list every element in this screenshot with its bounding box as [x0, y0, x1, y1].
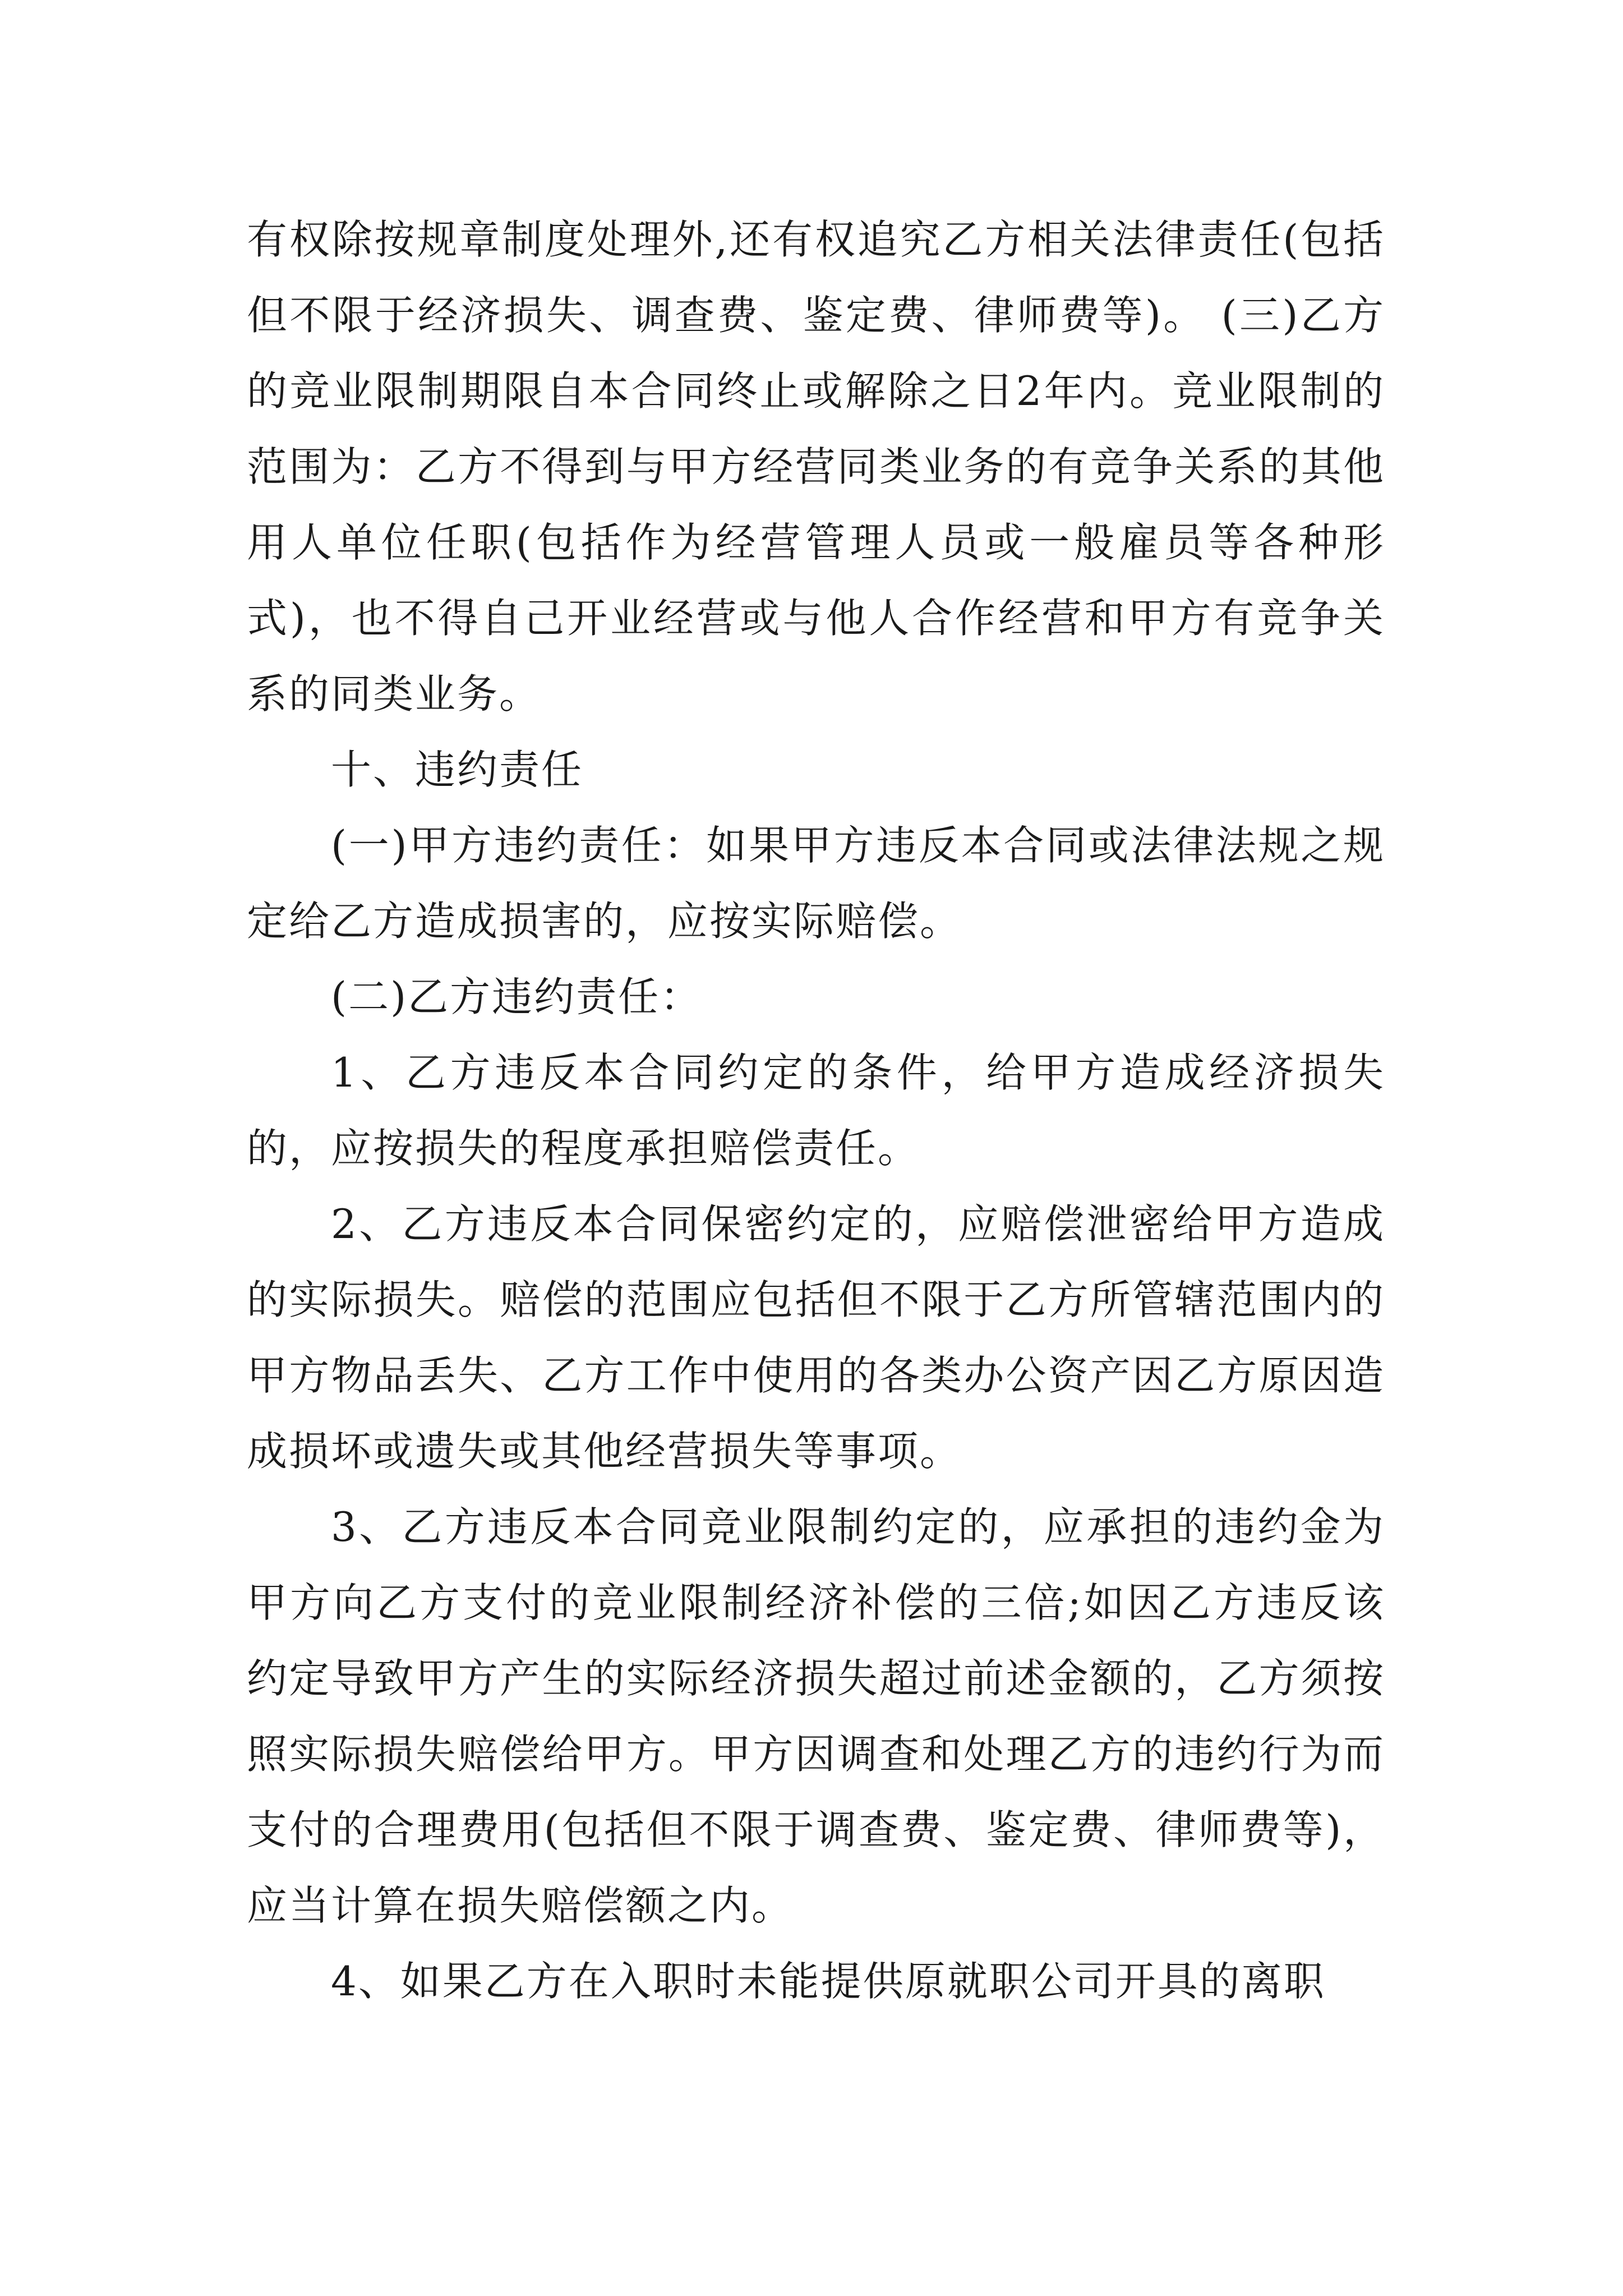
paragraph-item-3: 3、乙方违反本合同竞业限制约定的，应承担的违约金为甲方向乙方支付的竞业限制经济补偿的三倍;如因乙方违反该约定导致甲方产生的实际经济损失超过前述金额的，乙方须按照实际损失赔偿给甲方。甲方因调查和处理乙方的违约行为而支付的合理费用(包括但不限于调查费、鉴定费、律师费等)，应当计算在损失赔偿额之内。: [247, 1503, 1385, 1929]
paragraph-confidentiality-continuation: 有权除按规章制度处理外,还有权追究乙方相关法律责任(包括但不限于经济损失、调查费、鉴定费、律师费等)。 (三)乙方的竞业限制期限自本合同终止或解除之日2年内。竞业限制的范围为：乙方不得到与甲方经营同类业务的有竞争关系的其他用人单位任职(包括作为经营管理人员或一般雇员等各种形式)，也不得自己开业经营或与他人合作经营和甲方有竞争关系的同类业务。: [247, 216, 1385, 717]
document-body: [247, 202, 1385, 2019]
paragraph-item-2: 2、乙方违反本合同保密约定的，应赔偿泄密给甲方造成的实际损失。赔偿的范围应包括但不限于乙方所管辖范围内的甲方物品丢失、乙方工作中使用的各类办公资产因乙方原因造成损坏或遗失或其他经营损失等事项。: [247, 1200, 1385, 1475]
paragraph-item-1: 1、乙方违反本合同约定的条件，给甲方造成经济损失的，应按损失的程度承担赔偿责任。: [247, 1049, 1385, 1172]
paragraph-party-a-liability: (一)甲方违约责任：如果甲方违反本合同或法律法规之规定给乙方造成损害的，应按实际赔偿。: [247, 822, 1385, 945]
paragraph-party-b-liability-heading: (二)乙方违约责任：: [331, 973, 703, 1020]
section-heading-breach-liability: 十、违约责任: [331, 746, 584, 793]
paragraph-item-4: 4、如果乙方在入职时未能提供原就职公司开具的离职: [331, 1958, 1326, 2005]
